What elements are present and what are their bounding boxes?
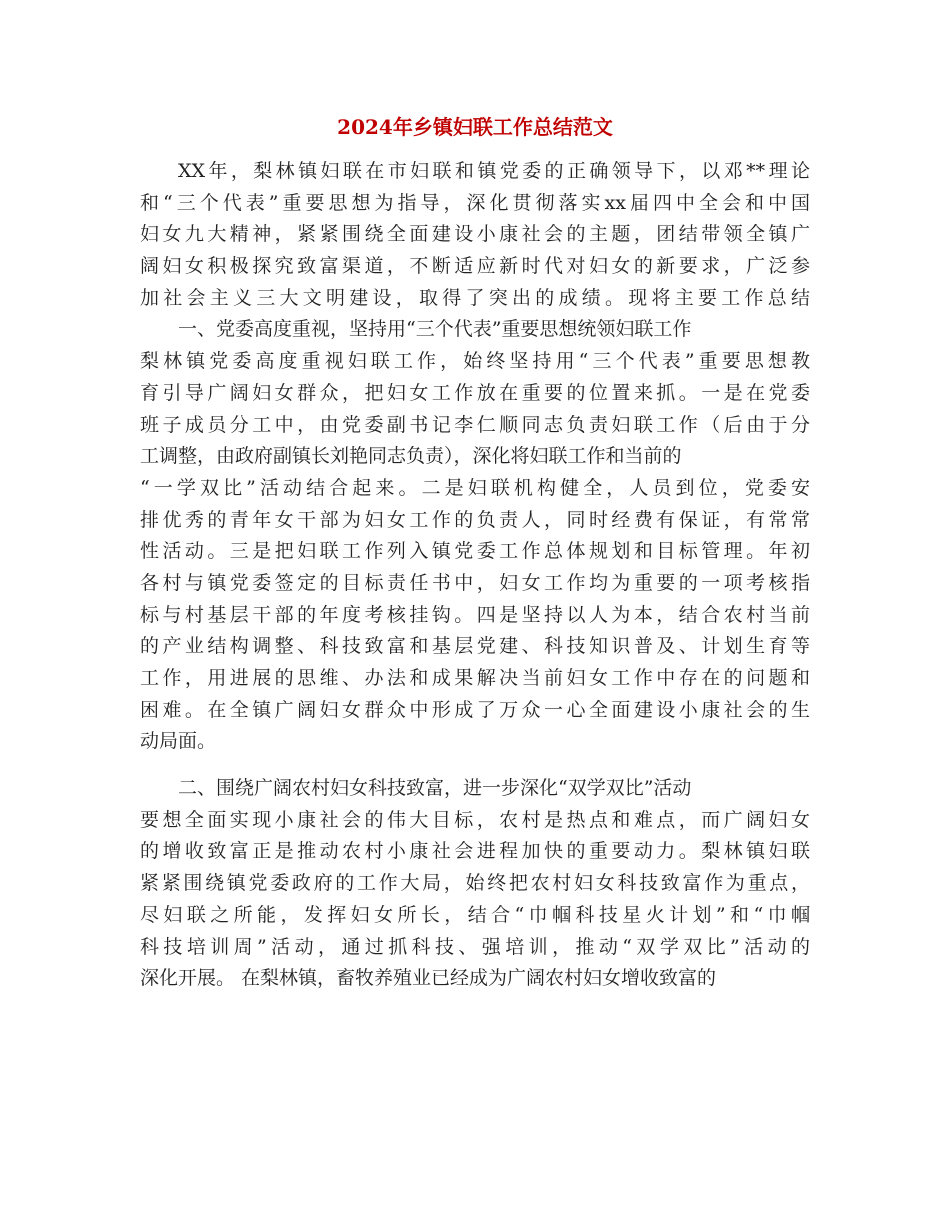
text-line: 排优秀的青年女干部为妇女工作的负责人，同时经费有保证，有常常 xyxy=(140,508,810,531)
document-title: 2024年乡镇妇联工作总结范文 xyxy=(337,115,613,139)
paragraph-2 xyxy=(140,314,810,758)
section-heading: 一、党委高度重视，坚持用“三个代表”重要思想统领妇联工作 xyxy=(178,318,692,341)
text-line: XX年，梨林镇妇联在市妇联和镇党委的正确领导下，以邓**理论 xyxy=(178,160,810,182)
section-heading: 二、围绕广阔农村妇女科技致富，进一步深化“双学双比”活动 xyxy=(178,777,692,800)
text-line: 各村与镇党委签定的目标责任书中，妇女工作均为重要的一项考核指 xyxy=(140,571,810,594)
text-line: 性活动。三是把妇联工作列入镇党委工作总体规划和目标管理。年初 xyxy=(140,540,810,563)
text-line: 要想全面实现小康社会的伟大目标，农村是热点和难点，而广阔妇女 xyxy=(140,808,810,831)
text-line: 标与村基层干部的年度考核挂钩。四是坚持以人为本，结合农村当前 xyxy=(140,603,810,626)
text-line: 困难。在全镇广阔妇女群众中形成了万众一心全面建设小康社会的生 xyxy=(140,698,810,721)
paragraph-1 xyxy=(140,156,810,314)
text-line: 和“三个代表”重要思想为指导，深化贯彻落实xx届四中全会和中国 xyxy=(140,191,810,214)
text-line: 的增收致富正是推动农村小康社会进程加快的重要动力。梨林镇妇联 xyxy=(140,840,810,863)
text-line: 梨林镇党委高度重视妇联工作，始终坚持用“三个代表”重要思想教 xyxy=(140,350,810,373)
text-line: 阔妇女积极探究致富渠道，不断适应新时代对妇女的新要求，广泛参 xyxy=(140,255,810,278)
text-line: 工作，用进展的思维、办法和成果解决当前妇女工作中存在的问题和 xyxy=(140,667,810,689)
text-line: 育引导广阔妇女群众，把妇女工作放在重要的位置来抓。一是在党委 xyxy=(140,381,810,404)
text-line: 妇女九大精神，紧紧围绕全面建设小康社会的主题，团结带领全镇广 xyxy=(140,223,810,246)
text-line: 科技培训周”活动，通过抓科技、强培训，推动“双学双比”活动的 xyxy=(140,935,810,958)
text-line: 工调整，由政府副镇长刘艳同志负责），深化将妇联工作和当前的 xyxy=(140,445,682,468)
text-line: “一学双比”活动结合起来。二是妇联机构健全，人员到位，党委安 xyxy=(140,476,810,499)
paragraph-gap xyxy=(140,758,810,773)
text-line: 紧紧围绕镇党委政府的工作大局，始终把农村妇女科技致富作为重点， xyxy=(140,872,810,895)
text-line: 加社会主义三大文明建设，取得了突出的成绩。现将主要工作总结 xyxy=(140,286,810,309)
text-line: 动局面。 xyxy=(140,730,217,753)
text-line: 尽妇联之所能，发挥妇女所长，结合“巾帼科技星火计划”和“巾帼 xyxy=(140,903,810,926)
text-line: 班子成员分工中，由党委副书记李仁顺同志负责妇联工作（后由于分 xyxy=(140,413,810,436)
text-line: 深化开展。 在梨林镇，畜牧养殖业已经成为广阔农村妇女增收致富的 xyxy=(140,967,717,990)
paragraph-3 xyxy=(140,773,810,995)
document-body xyxy=(140,156,810,995)
text-line: 的产业结构调整、科技致富和基层党建、科技知识普及、计划生育等 xyxy=(140,635,810,658)
